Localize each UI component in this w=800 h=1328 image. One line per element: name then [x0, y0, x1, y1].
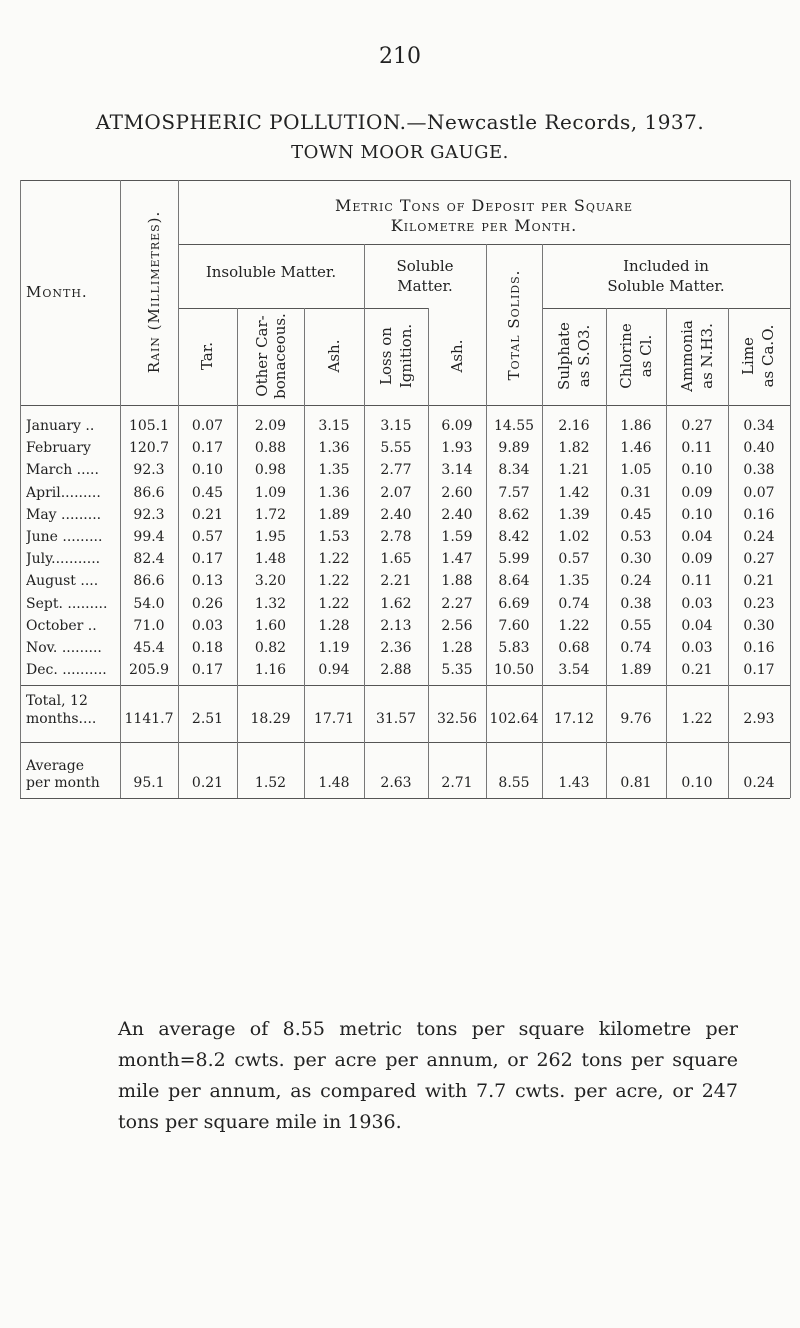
value-cell: 3.54 — [558, 662, 590, 679]
value-cell: 92.3 — [133, 506, 165, 523]
value-cell: 0.26 — [191, 595, 224, 612]
value-cell: 205.9 — [128, 662, 170, 679]
total-label-line2: months.... — [26, 711, 97, 727]
value-cell: 1.86 — [620, 418, 652, 434]
month-cell: April......... — [26, 484, 101, 501]
month-cell: June ......... — [26, 529, 103, 545]
average-value-cell: 0.10 — [681, 775, 713, 791]
value-cell: 2.56 — [441, 617, 473, 634]
total-value-cell: 102.64 — [489, 711, 539, 727]
value-cell: 0.88 — [254, 440, 287, 457]
page-subtitle: TOWN MOOR GAUGE. — [291, 142, 509, 163]
soluble-header-line1: Soluble — [396, 257, 454, 275]
value-cell: 0.24 — [743, 529, 775, 545]
value-cell: 1.28 — [441, 640, 473, 656]
value-cell: 0.53 — [620, 529, 652, 545]
value-cell: 0.17 — [191, 551, 224, 568]
value-cell: 2.78 — [380, 529, 412, 545]
value-cell: 0.11 — [681, 440, 713, 457]
table-left-rule — [20, 180, 21, 798]
total-value-cell: 2.51 — [191, 711, 224, 727]
value-cell: 45.4 — [133, 640, 165, 656]
value-cell: 0.16 — [743, 506, 775, 523]
month-cell: August .... — [26, 573, 99, 590]
value-cell: 3.15 — [318, 418, 350, 434]
value-cell: 1.39 — [558, 506, 590, 523]
average-value-cell: 8.55 — [498, 775, 530, 791]
value-cell: 0.82 — [254, 640, 287, 656]
value-cell: 0.03 — [681, 595, 713, 612]
value-cell: 0.04 — [681, 529, 713, 545]
value-cell: 2.13 — [380, 617, 412, 634]
value-cell: 54.0 — [133, 595, 165, 612]
value-cell: 1.47 — [441, 551, 473, 568]
value-cell: 8.62 — [498, 506, 530, 523]
value-cell: 1.35 — [318, 462, 350, 479]
total-value-cell: 1141.7 — [124, 711, 174, 727]
value-cell: 5.99 — [498, 551, 530, 568]
value-cell: 1.42 — [558, 484, 590, 501]
loss-header-line1: Loss on — [377, 327, 395, 385]
month-cell: May ......... — [26, 506, 102, 523]
value-cell: 0.16 — [743, 640, 775, 656]
total-value-cell: 31.57 — [375, 711, 417, 727]
value-cell: 0.24 — [620, 573, 652, 590]
value-cell: 0.38 — [743, 462, 775, 479]
average-label-line2: per month — [26, 775, 100, 791]
value-cell: 1.82 — [558, 440, 590, 457]
page-title: ATMOSPHERIC POLLUTION.—Newcastle Records, 1937. — [95, 110, 705, 134]
value-cell: 1.16 — [254, 662, 287, 679]
value-cell: 1.62 — [380, 595, 412, 612]
value-cell: 3.14 — [441, 462, 473, 479]
value-cell: 6.69 — [498, 595, 530, 612]
value-cell: 0.27 — [681, 418, 713, 434]
value-cell: 1.46 — [620, 440, 652, 457]
average-value-cell: 1.48 — [318, 775, 350, 791]
lime-header-line2: as Ca.O. — [759, 324, 777, 388]
value-cell: 2.36 — [380, 640, 412, 656]
value-cell: 1.19 — [318, 640, 350, 656]
value-cell: 2.40 — [441, 506, 473, 523]
value-cell: 5.55 — [380, 440, 412, 457]
value-cell: 2.88 — [380, 662, 412, 679]
summary-note: An average of 8.55 metric tons per square kilometre per month=8.2 cwts. per acre per annum, or 262 tons per square mile per annum, as compared with 7.7 cwts. per acre, or 247 tons per square mile in 1936. — [118, 1018, 738, 1133]
value-cell: 0.10 — [191, 462, 224, 479]
value-cell: 1.93 — [441, 440, 473, 457]
value-cell: 2.77 — [380, 462, 412, 479]
lime-header-line1: Lime — [739, 337, 757, 375]
value-cell: 0.27 — [743, 551, 775, 568]
ammonia-header-line2: as N.H3. — [698, 323, 716, 389]
month-cell: October .. — [26, 617, 97, 634]
value-cell: 1.32 — [254, 595, 287, 612]
average-label-line1: Average — [26, 758, 85, 774]
value-cell: 1.35 — [558, 573, 590, 590]
value-cell: 1.21 — [558, 462, 590, 479]
value-cell: 0.45 — [620, 506, 652, 523]
value-cell: 1.36 — [318, 484, 350, 501]
value-cell: 0.09 — [681, 551, 713, 568]
total-label-line1: Total, 12 — [26, 693, 88, 709]
value-cell: 0.04 — [681, 617, 713, 634]
value-cell: 0.31 — [620, 484, 652, 501]
value-cell: 2.16 — [558, 418, 590, 434]
value-cell: 1.28 — [318, 617, 350, 634]
month-cell: Dec. .......... — [26, 662, 107, 679]
month-header: Month. — [26, 283, 88, 301]
value-cell: 1.22 — [558, 617, 590, 634]
value-cell: 0.07 — [191, 418, 224, 434]
value-cell: 0.21 — [191, 506, 224, 523]
value-cell: 1.72 — [254, 506, 287, 523]
average-value-cell: 1.43 — [558, 775, 590, 791]
sulphate-header-line2: as S.O3. — [575, 324, 593, 388]
value-cell: 1.59 — [441, 529, 473, 545]
value-cell: 0.57 — [191, 529, 224, 545]
value-cell: 0.38 — [620, 595, 652, 612]
value-cell: 82.4 — [133, 551, 165, 568]
value-cell: 7.57 — [498, 484, 530, 501]
value-cell: 0.74 — [620, 640, 652, 656]
value-cell: 0.21 — [743, 573, 775, 590]
sulphate-header-line1: Sulphate — [555, 322, 573, 390]
value-cell: 0.45 — [191, 484, 224, 501]
value-cell: 1.88 — [441, 573, 473, 590]
table-bottom-rule — [20, 798, 790, 799]
month-cell: July........... — [26, 551, 101, 568]
value-cell: 1.02 — [558, 529, 590, 545]
other-header-line2: bonaceous. — [271, 313, 289, 399]
value-cell: 0.68 — [558, 640, 590, 656]
value-cell: 1.89 — [318, 506, 350, 523]
value-cell: 1.22 — [318, 573, 350, 590]
average-value-cell: 2.71 — [441, 775, 473, 791]
value-cell: 0.34 — [743, 418, 775, 434]
value-cell: 0.11 — [681, 573, 713, 590]
value-cell: 1.22 — [318, 551, 350, 568]
value-cell: 0.30 — [620, 551, 652, 568]
value-cell: 105.1 — [128, 418, 170, 434]
total-value-cell: 2.93 — [743, 711, 775, 727]
total-value-cell: 18.29 — [250, 711, 291, 727]
month-cell: January .. — [26, 418, 95, 434]
value-cell: 0.09 — [681, 484, 713, 501]
value-cell: 8.34 — [498, 462, 530, 479]
value-cell: 0.17 — [191, 662, 224, 679]
total-solids-header: Total Solids. — [505, 269, 523, 381]
metric-header-line2: Kilometre per Month. — [390, 216, 578, 235]
value-cell: 0.57 — [558, 551, 590, 568]
value-cell: 2.21 — [380, 573, 412, 590]
metric-header-line1: Metric Tons of Deposit per Square — [334, 196, 634, 215]
value-cell: 2.07 — [380, 484, 412, 501]
value-cell: 0.23 — [743, 595, 775, 612]
average-value-cell: 95.1 — [133, 775, 165, 791]
insoluble-header: Insoluble Matter. — [205, 263, 337, 281]
value-cell: 9.89 — [498, 440, 530, 457]
table-top-rule — [20, 180, 790, 181]
average-value-cell: 1.52 — [254, 775, 287, 791]
value-cell: 8.64 — [498, 573, 530, 590]
total-value-cell: 32.56 — [436, 711, 478, 727]
value-cell: 1.48 — [254, 551, 287, 568]
average-value-cell: 0.24 — [743, 775, 775, 791]
value-cell: 0.07 — [743, 484, 775, 501]
value-cell: 3.20 — [254, 573, 287, 590]
value-cell: 8.42 — [498, 529, 530, 545]
value-cell: 3.15 — [380, 418, 412, 434]
value-cell: 1.36 — [318, 440, 350, 457]
value-cell: 86.6 — [133, 484, 165, 501]
value-cell: 0.10 — [681, 462, 713, 479]
value-cell: 99.4 — [133, 529, 165, 545]
value-cell: 86.6 — [133, 573, 165, 590]
chlorine-header-line2: as Cl. — [637, 334, 655, 378]
value-cell: 1.53 — [318, 529, 350, 545]
month-cell: March ..... — [26, 462, 99, 479]
tar-header: Tar. — [198, 341, 216, 371]
month-cell: February — [26, 440, 91, 457]
value-cell: 1.60 — [254, 617, 287, 634]
value-cell: 0.21 — [681, 662, 713, 679]
value-cell: 1.22 — [318, 595, 350, 612]
value-cell: 6.09 — [441, 418, 473, 434]
value-cell: 0.18 — [191, 640, 224, 656]
value-cell: 0.55 — [620, 617, 652, 634]
value-cell: 1.05 — [620, 462, 652, 479]
total-value-cell: 9.76 — [620, 711, 652, 727]
value-cell: 10.50 — [493, 662, 535, 679]
value-cell: 0.30 — [743, 617, 775, 634]
rain-header: Rain (Millimetres). — [145, 210, 163, 374]
average-value-cell: 0.21 — [191, 775, 224, 791]
value-cell: 71.0 — [133, 617, 165, 634]
page-number: 210 — [379, 44, 421, 69]
total-value-cell: 1.22 — [681, 711, 713, 727]
average-top-rule — [20, 742, 790, 743]
value-cell: 0.17 — [191, 440, 224, 457]
loss-header-line2: Ignition. — [397, 323, 415, 389]
ash2-header: Ash. — [448, 339, 466, 373]
ammonia-header-line1: Ammonia — [678, 320, 696, 392]
table-right-rule — [790, 180, 791, 798]
value-cell: 0.10 — [681, 506, 713, 523]
month-cell: Sept. ......... — [26, 595, 108, 612]
value-cell: 7.60 — [498, 617, 530, 634]
metric-header-rule — [178, 244, 790, 245]
included-header-line2: Soluble Matter. — [607, 277, 725, 295]
value-cell: 0.03 — [191, 617, 224, 634]
value-cell: 0.94 — [318, 662, 350, 679]
value-cell: 1.09 — [254, 484, 287, 501]
value-cell: 14.55 — [493, 418, 535, 434]
value-cell: 1.65 — [380, 551, 412, 568]
value-cell: 120.7 — [128, 440, 170, 457]
average-value-cell: 0.81 — [620, 775, 652, 791]
included-header-line1: Included in — [623, 257, 709, 275]
value-cell: 1.89 — [620, 662, 652, 679]
value-cell: 2.09 — [254, 418, 287, 434]
value-cell: 2.27 — [441, 595, 473, 612]
value-cell: 92.3 — [133, 462, 165, 479]
month-cell: Nov. ......... — [26, 640, 102, 656]
value-cell: 0.13 — [191, 573, 224, 590]
chlorine-header-line1: Chlorine — [617, 323, 635, 389]
value-cell: 0.74 — [558, 595, 590, 612]
soluble-header-line2: Matter. — [397, 277, 453, 295]
average-value-cell: 2.63 — [380, 775, 412, 791]
total-top-rule — [20, 685, 790, 686]
value-cell: 0.40 — [743, 440, 775, 457]
value-cell: 1.95 — [254, 529, 287, 545]
value-cell: 5.35 — [441, 662, 473, 679]
value-cell: 2.60 — [441, 484, 473, 501]
total-value-cell: 17.12 — [553, 711, 595, 727]
total-value-cell: 17.71 — [313, 711, 355, 727]
value-cell: 0.98 — [254, 462, 287, 479]
ash-header: Ash. — [325, 339, 343, 373]
other-header-line1: Other Car- — [253, 315, 271, 397]
value-cell: 0.03 — [681, 640, 713, 656]
value-cell: 5.83 — [498, 640, 530, 656]
value-cell: 0.17 — [743, 662, 775, 679]
value-cell: 2.40 — [380, 506, 412, 523]
